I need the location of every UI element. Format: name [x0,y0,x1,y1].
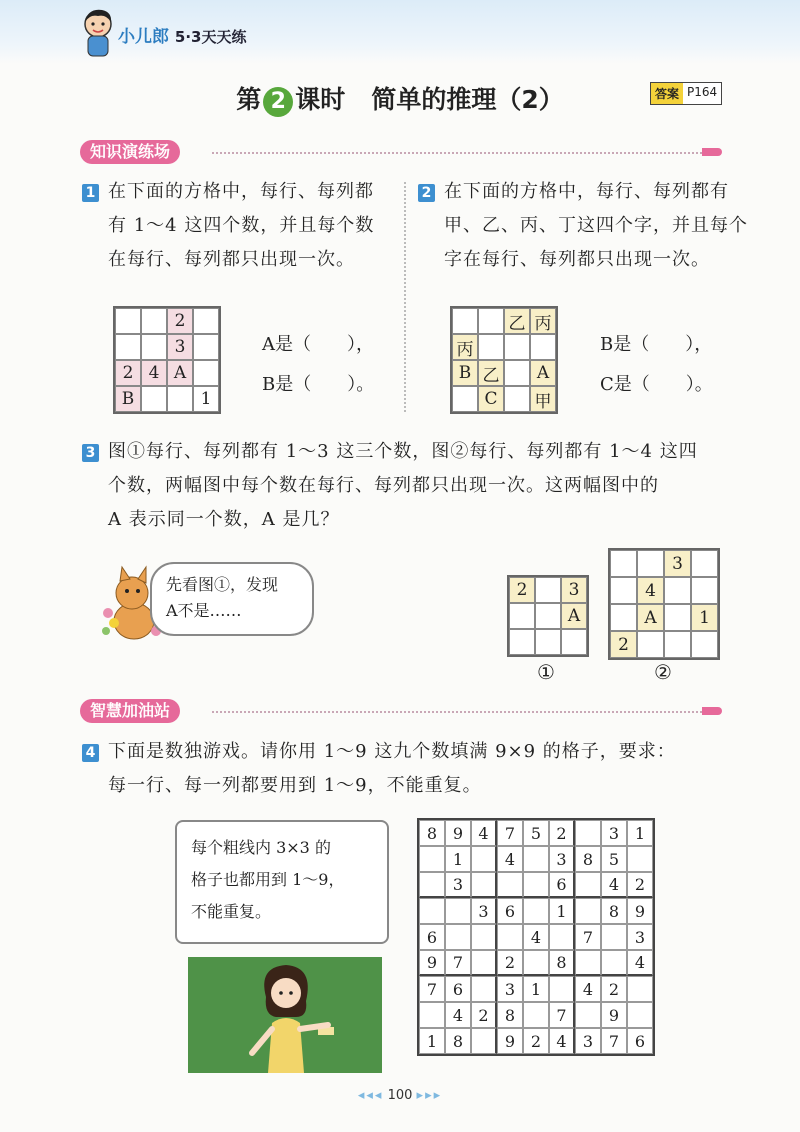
hint-line: A不是…… [166,601,242,620]
question-2-text [444,175,754,277]
q3-line: 图①每行、每列都有 1～3 这三个数，图②每行、每列都有 1～4 这四 [108,441,698,462]
grid-cell: B [115,386,141,412]
sudoku-cell [523,846,549,872]
sudoku-cell: 7 [445,950,471,976]
grid-cell [691,550,718,577]
grid-cell [610,604,637,631]
sudoku-cell: 9 [627,898,653,924]
sudoku-cell: 2 [523,1028,549,1054]
sudoku-cell [601,950,627,976]
page-number: 100 [387,1088,413,1103]
left-arrows-icon: ◂◂◂ [357,1088,384,1103]
sudoku-cell: 5 [601,846,627,872]
answer-reference [650,82,722,105]
sudoku-cell [471,924,497,950]
grid-cell [193,360,219,386]
answer-page: P164 [687,85,718,99]
sudoku-cell: 9 [419,950,445,976]
pencil-icon [702,148,722,156]
grid-cell: A [167,360,193,386]
question-4-text [108,735,758,803]
grid-cell: 2 [509,577,535,603]
q4-line: 每一行、每一列都要用到 1～9，不能重复。 [108,775,482,796]
sudoku-cell: 4 [523,924,549,950]
sudoku-cell: 8 [549,950,575,976]
sudoku-cell [523,898,549,924]
sudoku-cell: 8 [445,1028,471,1054]
grid-cell [504,386,530,412]
grid-cell [478,308,504,334]
sudoku-cell: 7 [549,1002,575,1028]
sudoku-cell: 8 [419,820,445,846]
sudoku-cell [523,872,549,898]
brand-series: 5·3天天练 [174,28,247,46]
question-number: 4 [82,744,99,762]
grid-cell [691,577,718,604]
sudoku-cell: 7 [419,976,445,1002]
grid-cell: 2 [167,308,193,334]
lesson-number: 2 [263,87,293,117]
brand-logo: 小儿郎 [118,27,169,47]
q2-answer-c: C是（ ）。 [600,374,713,395]
sudoku-cell: 3 [445,872,471,898]
sudoku-cell: 1 [445,846,471,872]
q3-line: 个数，两幅图中每个数在每行、每列都只出现一次。这两幅图中的 [108,475,659,496]
sudoku-cell: 2 [497,950,523,976]
sudoku-cell: 1 [627,820,653,846]
grid-cell [193,334,219,360]
sudoku-cell [575,898,601,924]
sudoku-cell [471,976,497,1002]
tip-line: 不能重复。 [191,902,272,921]
figure-2-grid [608,548,720,660]
sudoku-cell: 3 [601,820,627,846]
question-3-text [108,435,748,537]
sudoku-cell [445,924,471,950]
grid-cell: 1 [193,386,219,412]
grid-cell [115,334,141,360]
section-divider [212,711,702,713]
sudoku-cell [419,1002,445,1028]
sudoku-cell [471,950,497,976]
q2-answer-b: B是（ ）， [600,334,713,355]
question-number: 2 [418,184,435,202]
page-footer [0,1088,800,1103]
section-challenge-label: 智慧加油站 [80,699,180,723]
sudoku-cell: 3 [627,924,653,950]
sudoku-cell: 9 [445,820,471,846]
grid-cell [141,386,167,412]
sudoku-cell: 5 [523,820,549,846]
answer-label: 答案 [651,83,683,104]
sudoku-cell: 6 [497,898,523,924]
sudoku-cell: 1 [549,898,575,924]
grid-cell [509,603,535,629]
sudoku-cell: 2 [471,1002,497,1028]
grid-cell: A [637,604,664,631]
sudoku-cell: 3 [471,898,497,924]
boy-mascot-icon [80,6,116,58]
sudoku-cell [471,846,497,872]
sudoku-cell: 6 [549,872,575,898]
grid-cell: 甲 [530,386,556,412]
grid-cell [141,308,167,334]
sudoku-cell: 8 [601,898,627,924]
figure-2-label: ② [654,660,672,684]
sudoku-cell: 6 [419,924,445,950]
sudoku-cell: 3 [575,1028,601,1054]
sudoku-cell [497,924,523,950]
grid-cell [504,334,530,360]
sudoku-cell [627,846,653,872]
grid-cell [478,334,504,360]
sudoku-cell: 4 [549,1028,575,1054]
column-divider [404,182,406,412]
pencil-icon [702,707,722,715]
grid-cell [637,550,664,577]
grid-cell [452,308,478,334]
sudoku-cell: 2 [601,976,627,1002]
sudoku-cell: 4 [445,1002,471,1028]
question-number: 3 [82,444,99,462]
sudoku-cell: 4 [575,976,601,1002]
sudoku-cell: 1 [523,976,549,1002]
q3-line: A 表示同一个数，A 是几？ [108,509,340,530]
brand [118,22,247,47]
grid-cell: A [530,360,556,386]
grid-cell: A [561,603,587,629]
sudoku-cell: 4 [497,846,523,872]
q4-line: 下面是数独游戏。请你用 1～9 这九个数填满 9×9 的格子，要求： [108,741,676,762]
sudoku-cell: 9 [497,1028,523,1054]
sudoku-cell: 4 [627,950,653,976]
q1-answer-b: B是（ ）。 [262,374,375,395]
sudoku-cell [575,1002,601,1028]
hint-bubble [150,562,314,636]
figure-1-label: ① [537,660,555,684]
tip-line: 格子也都用到 1～9， [191,870,345,889]
grid-cell [664,577,691,604]
grid-cell: 3 [167,334,193,360]
sudoku-cell [497,872,523,898]
sudoku-cell [419,846,445,872]
sudoku-cell [601,924,627,950]
q1-line: 在下面的方格中，每行、每列都 [108,181,374,202]
question-1-text [108,175,398,277]
grid-cell [509,629,535,655]
grid-cell: 4 [637,577,664,604]
sudoku-cell [471,1028,497,1054]
sudoku-cell [549,976,575,1002]
sudoku-cell: 3 [549,846,575,872]
grid-cell: 丙 [530,308,556,334]
grid-cell [664,631,691,658]
section-practice-label: 知识演练场 [80,140,180,164]
grid-cell [664,604,691,631]
hint-line: 先看图①，发现 [166,575,279,594]
tip-bubble [175,820,389,944]
sudoku-cell [445,898,471,924]
sudoku-cell: 4 [601,872,627,898]
title-suffix: 课时 [295,85,346,114]
title-topic: 简单的推理（2） [371,85,564,114]
section-divider [212,152,702,154]
sudoku-cell [575,872,601,898]
q1-line: 有 1～4 这四个数，并且每个数 [108,215,375,236]
tip-line: 每个粗线内 3×3 的 [191,838,331,857]
sudoku-cell: 6 [445,976,471,1002]
sudoku-cell [627,1002,653,1028]
sudoku-cell [575,950,601,976]
grid-cell [691,631,718,658]
figure-1-grid [507,575,589,657]
grid-cell [535,629,561,655]
q2-line: 字在每行、每列都只出现一次。 [444,249,710,270]
sudoku-cell: 1 [419,1028,445,1054]
q1-answer-a: A是（ ）， [262,334,374,355]
grid-cell [504,360,530,386]
sudoku-cell [549,924,575,950]
q1-grid [113,306,221,414]
sudoku-cell: 9 [601,1002,627,1028]
grid-cell [610,577,637,604]
sudoku-cell: 2 [549,820,575,846]
sudoku-cell [575,820,601,846]
q2-line: 在下面的方格中，每行、每列都有 [444,181,729,202]
right-arrows-icon: ▸▸▸ [416,1088,443,1103]
grid-cell: 4 [141,360,167,386]
sudoku-cell: 6 [627,1028,653,1054]
grid-cell: 3 [664,550,691,577]
grid-cell [141,334,167,360]
grid-cell [530,334,556,360]
grid-cell [637,631,664,658]
grid-cell: 2 [115,360,141,386]
grid-cell: 乙 [504,308,530,334]
sudoku-cell: 4 [471,820,497,846]
sudoku-cell [419,872,445,898]
grid-cell: 丙 [452,334,478,360]
sudoku-cell: 8 [497,1002,523,1028]
sudoku-cell [471,872,497,898]
grid-cell: 3 [561,577,587,603]
sudoku-cell: 7 [497,820,523,846]
grid-cell: C [478,386,504,412]
grid-cell [610,550,637,577]
grid-cell [535,603,561,629]
grid-cell [535,577,561,603]
sudoku-cell: 8 [575,846,601,872]
sudoku-cell: 7 [575,924,601,950]
grid-cell [115,308,141,334]
q2-line: 甲、乙、丙、丁这四个字，并且每个 [444,215,748,236]
grid-cell [452,386,478,412]
grid-cell: 乙 [478,360,504,386]
title-prefix: 第 [236,85,262,114]
q1-line: 在每行、每列都只出现一次。 [108,249,355,270]
grid-cell: 1 [691,604,718,631]
grid-cell: B [452,360,478,386]
question-number: 1 [82,184,99,202]
sudoku-cell: 7 [601,1028,627,1054]
sudoku-cell [523,1002,549,1028]
sudoku-grid [417,818,655,1056]
q2-grid [450,306,558,414]
grid-cell [167,386,193,412]
teacher-illustration [188,957,382,1073]
grid-cell [193,308,219,334]
grid-cell: 2 [610,631,637,658]
sudoku-cell [627,976,653,1002]
sudoku-cell: 3 [497,976,523,1002]
sudoku-cell [419,898,445,924]
sudoku-cell: 2 [627,872,653,898]
grid-cell [561,629,587,655]
sudoku-cell [523,950,549,976]
